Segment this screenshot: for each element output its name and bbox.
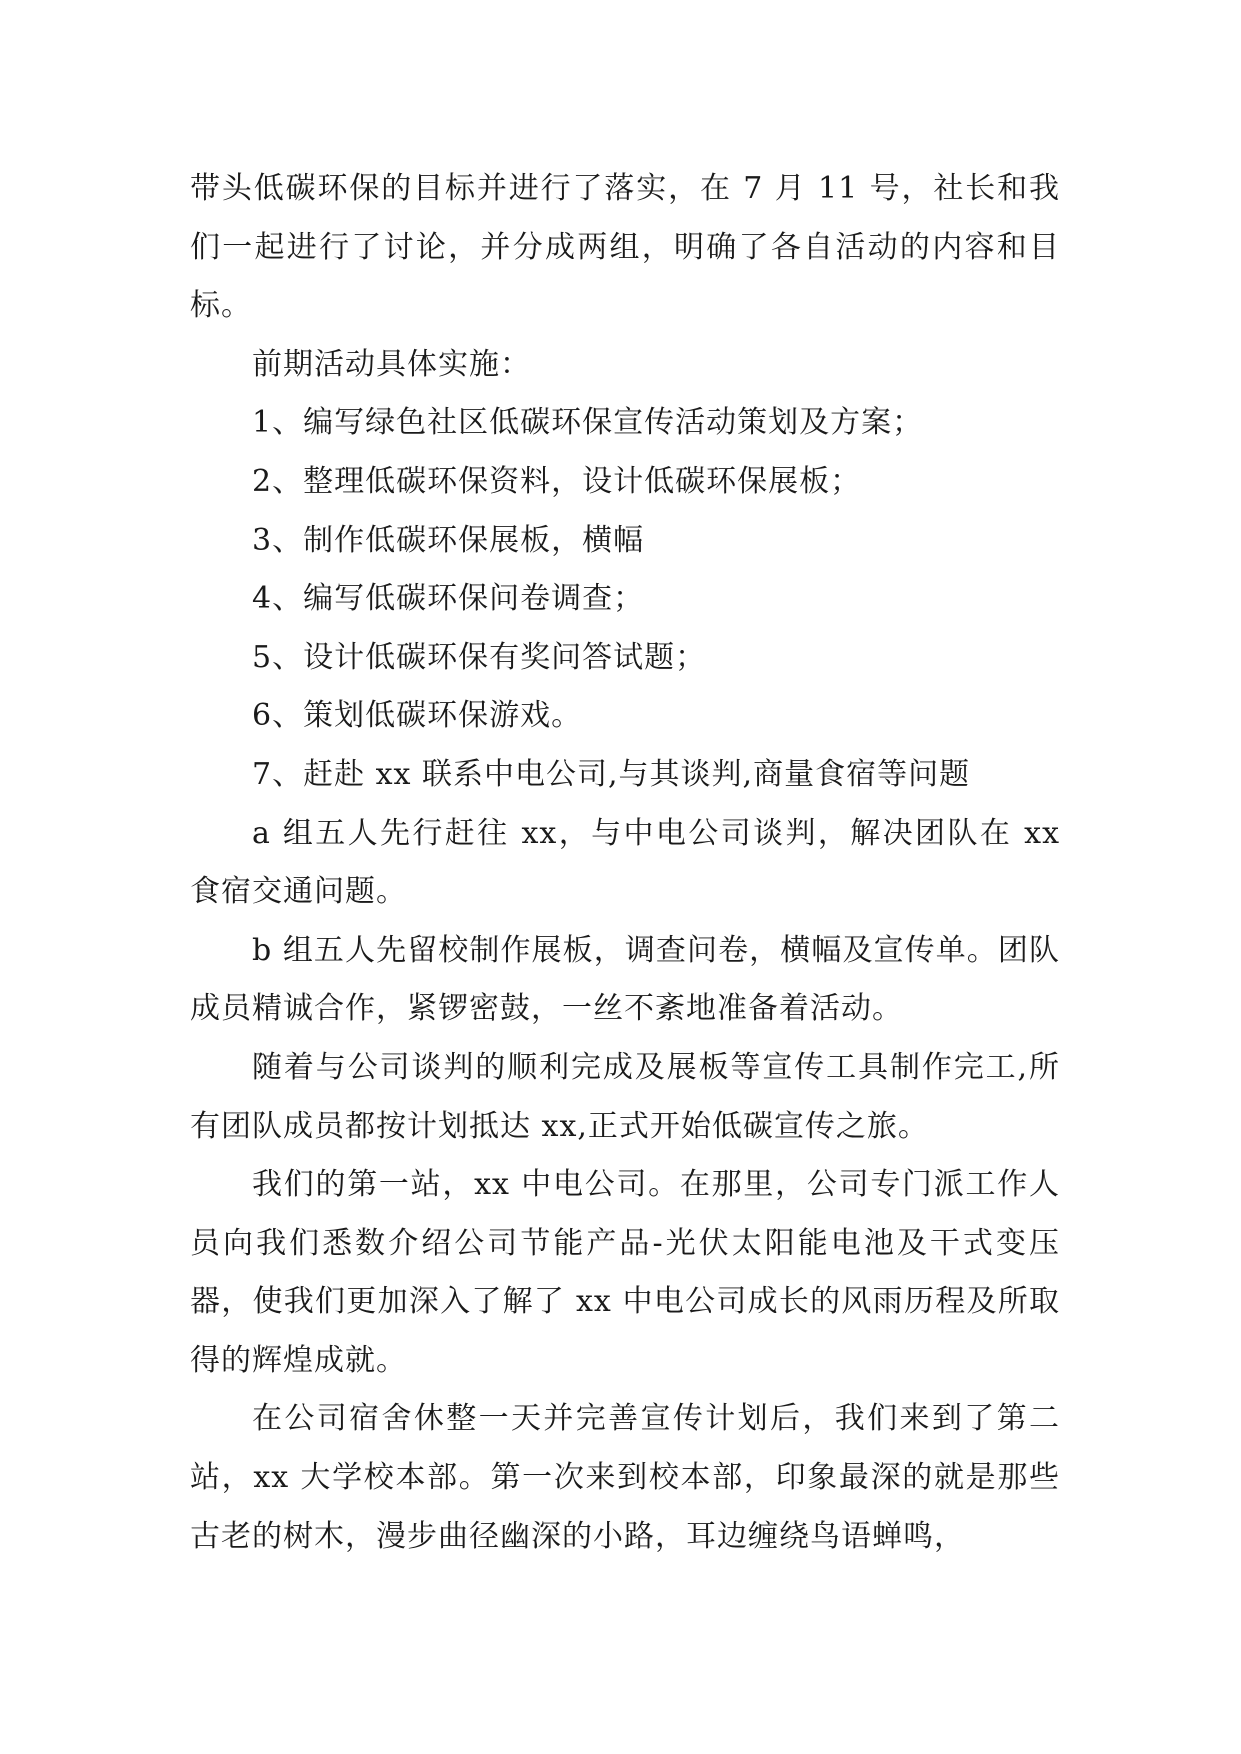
paragraph-arrival: 随着与公司谈判的顺利完成及展板等宣传工具制作完工,所有团队成员都按计划抵达 xx,正式开始低碳宣传之旅。 (190, 1049, 1060, 1144)
list-item-6: 6、策划低碳环保游戏。 (252, 698, 583, 734)
paragraph-first-stop: 我们的第一站，xx 中电公司。在那里，公司专门派工作人员向我们悉数介绍公司节能产品-光伏太阳能电池及干式变压器，使我们更加深入了解了 xx 中电公司成长的风雨历程及所取得的辉煌成就。 (190, 1167, 1060, 1378)
paragraph-group-b: b 组五人先留校制作展板，调查问卷，横幅及宣传单。团队成员精诚合作，紧锣密鼓，一丝不紊地准备着活动。 (190, 932, 1060, 1027)
list-item-3: 3、制作低碳环保展板，横幅 (252, 522, 645, 558)
paragraph-heading-early-activities: 前期活动具体实施： (252, 346, 531, 382)
document-body (190, 160, 1060, 1566)
list-item-4: 4、编写低碳环保问卷调查； (252, 581, 645, 617)
paragraph-group-a: a 组五人先行赶往 xx，与中电公司谈判，解决团队在 xx 食宿交通问题。 (190, 815, 1060, 910)
list-item-2: 2、整理低碳环保资料，设计低碳环保展板； (252, 463, 862, 499)
list-item-5: 5、设计低碳环保有奖问答试题； (252, 639, 707, 675)
paragraph-second-stop: 在公司宿舍休整一天并完善宣传计划后，我们来到了第二站，xx 大学校本部。第一次来到校本部，印象最深的就是那些古老的树木，漫步曲径幽深的小路，耳边缠绕鸟语蝉鸣， (190, 1401, 1060, 1554)
list-item-1: 1、编写绿色社区低碳环保宣传活动策划及方案； (252, 405, 924, 441)
paragraph-continuation: 带头低碳环保的目标并进行了落实，在 7 月 11 号，社长和我们一起进行了讨论，并分成两组，明确了各自活动的内容和目标。 (190, 171, 1060, 324)
list-item-7: 7、赶赴 xx 联系中电公司,与其谈判,商量食宿等问题 (252, 756, 971, 792)
